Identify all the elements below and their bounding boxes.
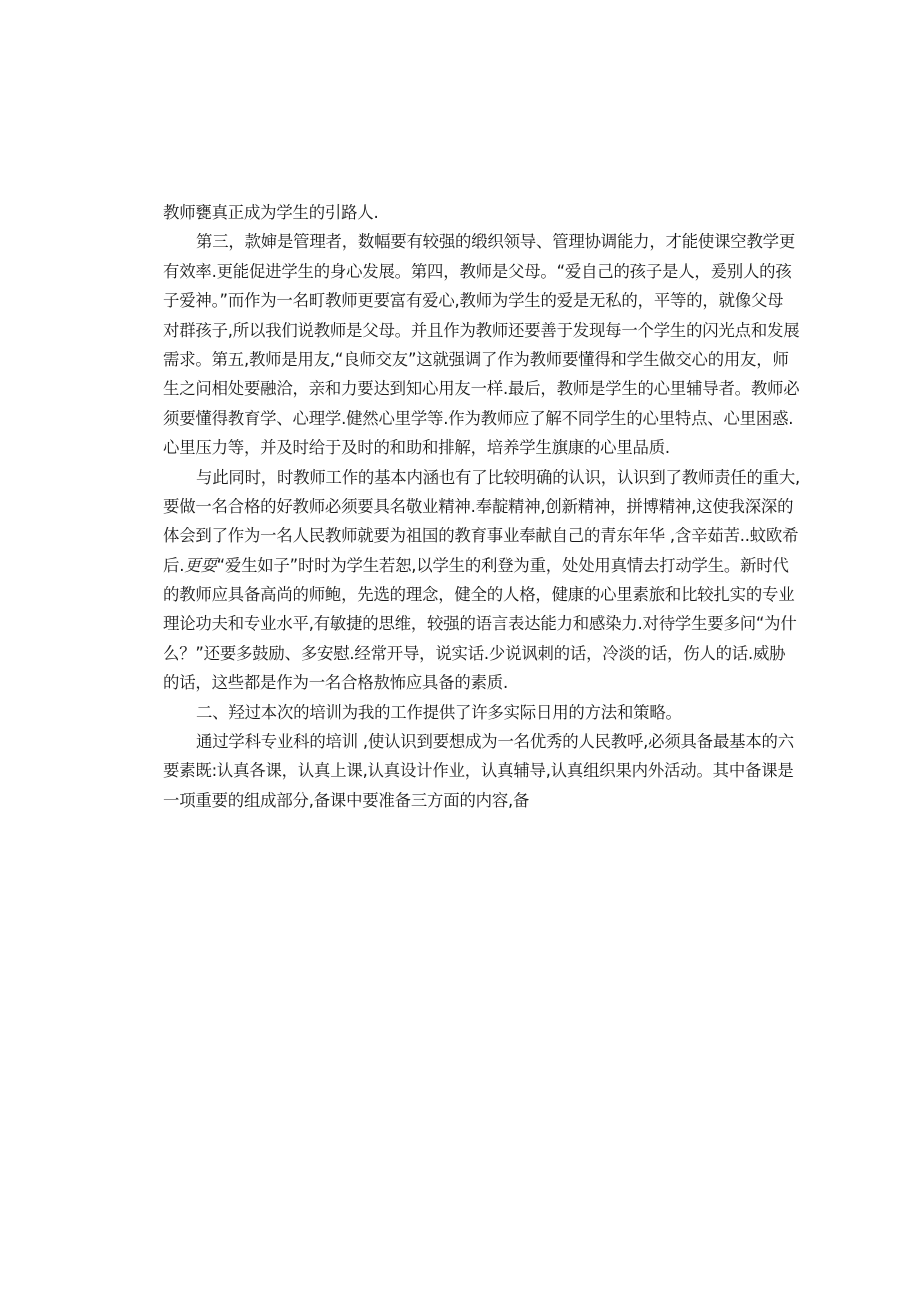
section-heading: 二、羟过本次的培训为我的工作提供了许多实际日用的方法和策略。 xyxy=(196,702,682,722)
text-line: 的教师应具备高尚的师鲍，先选的理念，健全的人格，健康的心里素旅和比较扎实的专业 xyxy=(163,585,795,605)
text-line: 生之问相处要融洽，亲和力要达到知心用友一样.最后，教师是学生的心里辅导者。教师必 xyxy=(163,379,800,399)
text-line: 须要懂得教育学、心理学.健然心里学等.作为教师应了解不同学生的心里特点、心里困惑. xyxy=(163,408,794,428)
text-line: 体会到了作为一名人民教师就要为祖国的教育事业奉献自己的青东年华 ,含辛茹苦..蚊欧希 xyxy=(163,526,799,546)
paragraph-start-line: 第三，款婶是管理者，数幅要有较强的缎织领导、管理协调能力，才能使课空教学更 xyxy=(196,232,796,252)
text-line: 一项重要的组成部分,备课中要准备三方面的内容,备 xyxy=(163,790,530,810)
text-line: 要素既:认真各课，认真上课,认真设计作业，认真辅导,认真组织果内外活动。其中备课是 xyxy=(163,761,794,781)
text-fragment: “爱生如子”时时为学生若恕,以学生的利登为重，处处用真情去打动学生。新时代 xyxy=(216,555,789,575)
text-line: 子爱神。”而作为一名町教师更要富有爱心,教师为学生的爱是无私的，平等的，就像父母 xyxy=(163,291,784,311)
text-line: 有效率.更能促进学生的身心发展。第四，教师是父母。“爱自己的孩子是人，爰别人的孩 xyxy=(163,261,792,281)
italic-fragment: 更耍 xyxy=(184,555,217,575)
text-line-mixed xyxy=(163,551,789,580)
text-line: 需求。第五,教师是用友,“良师交友”这就强调了作为教师要懂得和学生做交心的用友，师 xyxy=(163,349,789,369)
text-line: 教师甕真正成为学生的引路人. xyxy=(163,203,379,222)
text-line: 要做一名合格的好教师必须要具名敬业精神.奉靛精神,创新精神，拼博精神,这使我深深的 xyxy=(163,496,794,516)
text-line: 的话，这些都是作为一名合格敖怖应具备的素质. xyxy=(163,673,509,693)
paragraph-start-line: 与此同时，时教师工作的基本内涵也有了比较明确的认识，认识到了教师责任的重大, xyxy=(196,467,801,487)
text-line: 心里压力等，并及时给于及时的和助和排解，培养学生旗康的心里品质. xyxy=(163,438,670,458)
text-line: 理论功夫和专业水平,有敏捷的思维，较强的语言表达能力和感染力.对待学生要多问“为什 xyxy=(163,614,797,634)
paragraph-start-line: 通过学科专业科的培训 ,使认识到要想成为一名优秀的人民教呼,必须具备最基本的六 xyxy=(196,732,794,752)
text-line: 对群孩子,所以我们说教师是父母。并且作为教师还要善于发现每一个学生的闪光点和发展 xyxy=(163,320,800,340)
document-body xyxy=(163,198,801,815)
text-line: 么？”还要多鼓励、多安慰.经常开导，说实话.少说讽刺的话，冷淡的话，伤人的话.威胁 xyxy=(163,643,786,663)
text-fragment: 后. xyxy=(163,555,185,575)
